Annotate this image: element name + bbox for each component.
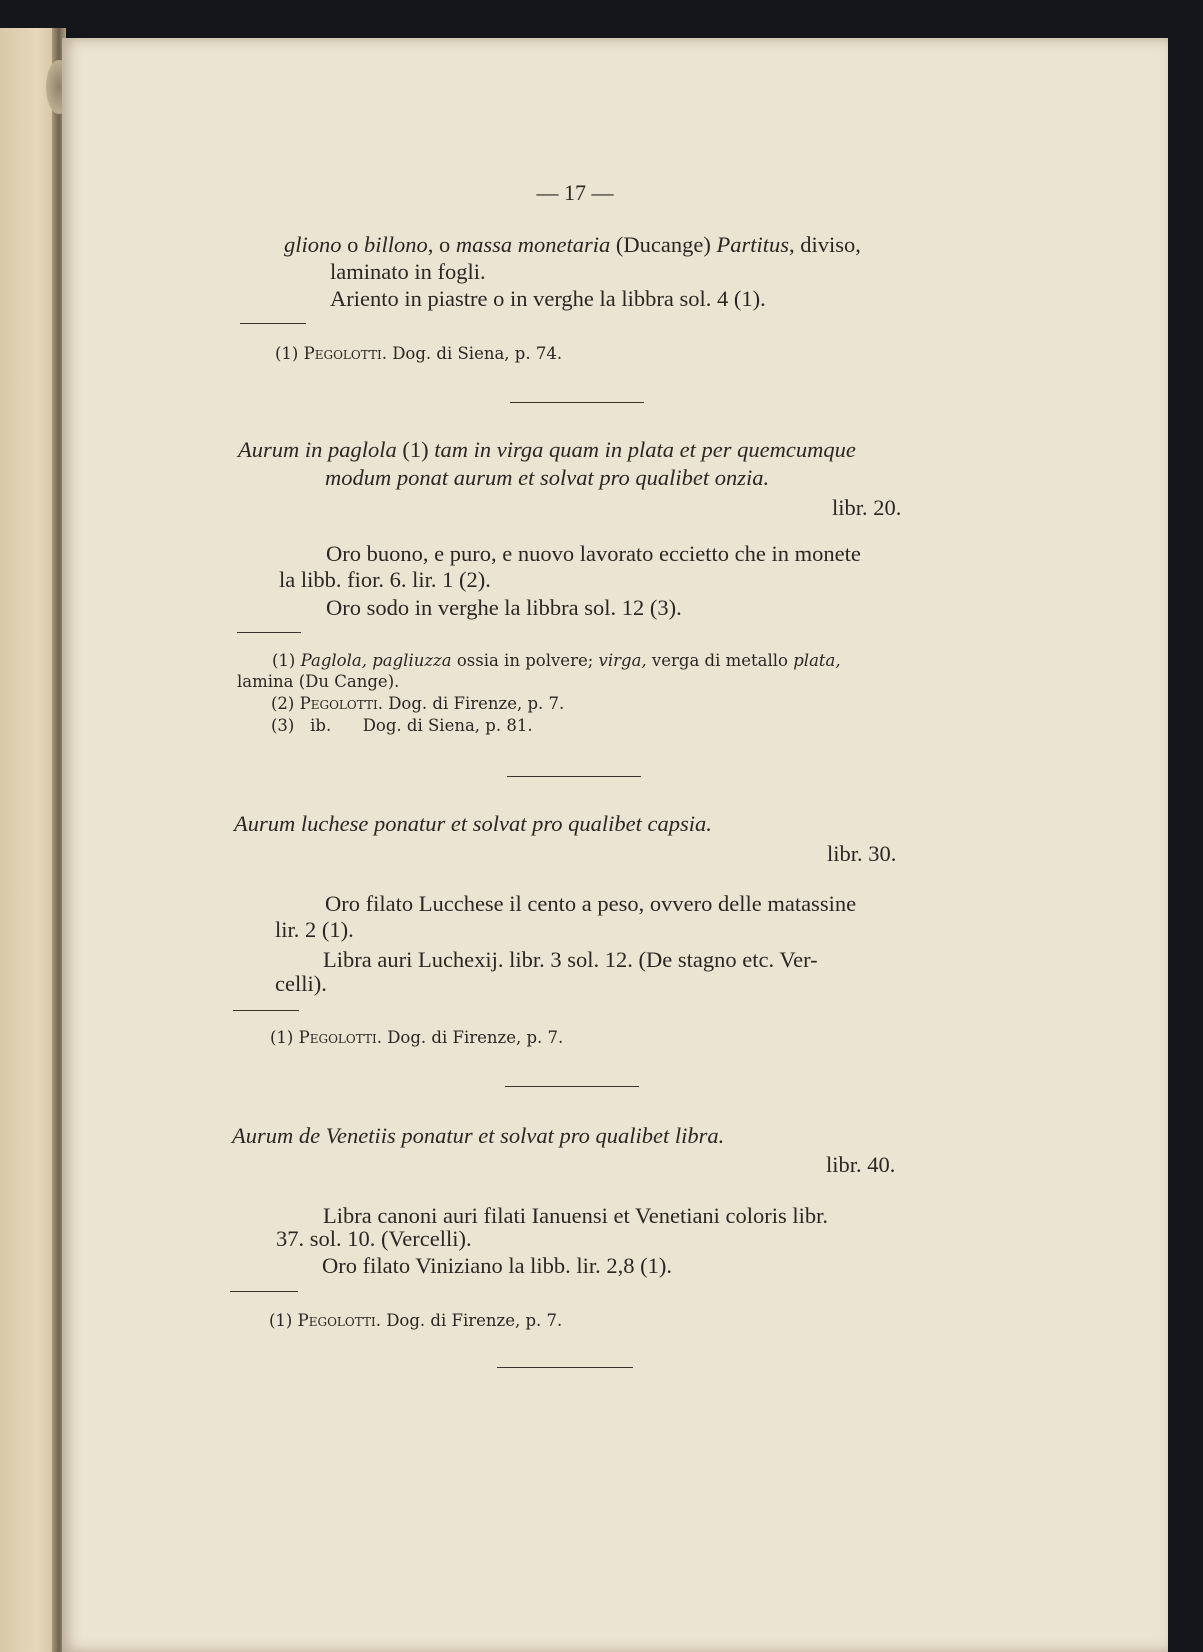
entry1-para-line-1: Oro buono, e puro, e nuovo lavorato eccietto che in monete — [326, 541, 861, 566]
entry3-heading: Aurum de Venetiis ponatur et solvat pro qualibet libra. — [232, 1123, 725, 1148]
entry2-para-line-1: Oro filato Lucchese il cento a peso, ovvero delle matassine — [325, 891, 857, 916]
entry1-footnote-1-continued: lamina (Du Cange). — [237, 672, 400, 691]
footnote-separator — [237, 632, 301, 633]
entry1-heading-line-2: modum ponat aurum et solvat pro qualibet onzia. — [325, 465, 770, 490]
entry3-para-line-3: Oro filato Viniziano la libb. lir. 2,8 (1). — [322, 1253, 673, 1278]
top-block-line-3: Ariento in piastre o in verghe la libbra sol. 4 (1). — [330, 286, 766, 311]
entry2-rate: libr. 30. — [827, 841, 897, 866]
footnote-separator — [240, 323, 306, 324]
entry2-footnote-1: (1) Pegolotti. Dog. di Firenze, p. 7. — [270, 1028, 564, 1047]
entry1-para-line-3: Oro sodo in verghe la libbra sol. 12 (3). — [326, 595, 682, 620]
section-divider — [497, 1367, 633, 1368]
entry3-para-line-1: Libra canoni auri filati Ianuensi et Venetiani coloris libr. — [323, 1203, 829, 1228]
section-divider — [505, 1086, 639, 1087]
page-number: — 17 — — [536, 180, 614, 205]
entry1-para-line-2: la libb. fior. 6. lir. 1 (2). — [279, 567, 491, 592]
footnote-separator — [233, 1010, 299, 1011]
entry3-rate: libr. 40. — [826, 1152, 896, 1177]
top-footnote-1: (1) Pegolotti. Dog. di Siena, p. 74. — [275, 344, 563, 363]
entry2-heading: Aurum luchese ponatur et solvat pro qualibet capsia. — [234, 811, 712, 836]
entry1-footnote-2: (2) Pegolotti. Dog. di Firenze, p. 7. — [271, 694, 565, 713]
top-block-line-1: gliono o billono, o massa monetaria (Ducange) Partitus, diviso, — [284, 232, 861, 257]
footnote-separator — [230, 1291, 298, 1292]
entry1-footnote-1: (1) Paglola, pagliuzza ossia in polvere; virga, verga di metallo plata, — [272, 651, 841, 670]
entry1-footnote-3: (3) ib. Dog. di Siena, p. 81. — [271, 716, 533, 735]
entry1-rate: libr. 20. — [832, 495, 902, 520]
entry2-para-line-4: celli). — [275, 971, 327, 996]
book-page — [62, 38, 1168, 1652]
entry3-footnote-1: (1) Pegolotti. Dog. di Firenze, p. 7. — [269, 1311, 563, 1330]
entry1-heading-line-1: Aurum in paglola (1) tam in virga quam in plata et per quemcumque — [238, 437, 856, 462]
section-divider — [510, 402, 644, 403]
entry2-para-line-3: Libra auri Luchexij. libr. 3 sol. 12. (De stagno etc. Ver- — [323, 947, 818, 972]
section-divider — [507, 776, 641, 777]
entry3-para-line-2: 37. sol. 10. (Vercelli). — [276, 1226, 472, 1251]
top-block-line-2: laminato in fogli. — [330, 259, 486, 284]
entry2-para-line-2: lir. 2 (1). — [275, 917, 354, 942]
